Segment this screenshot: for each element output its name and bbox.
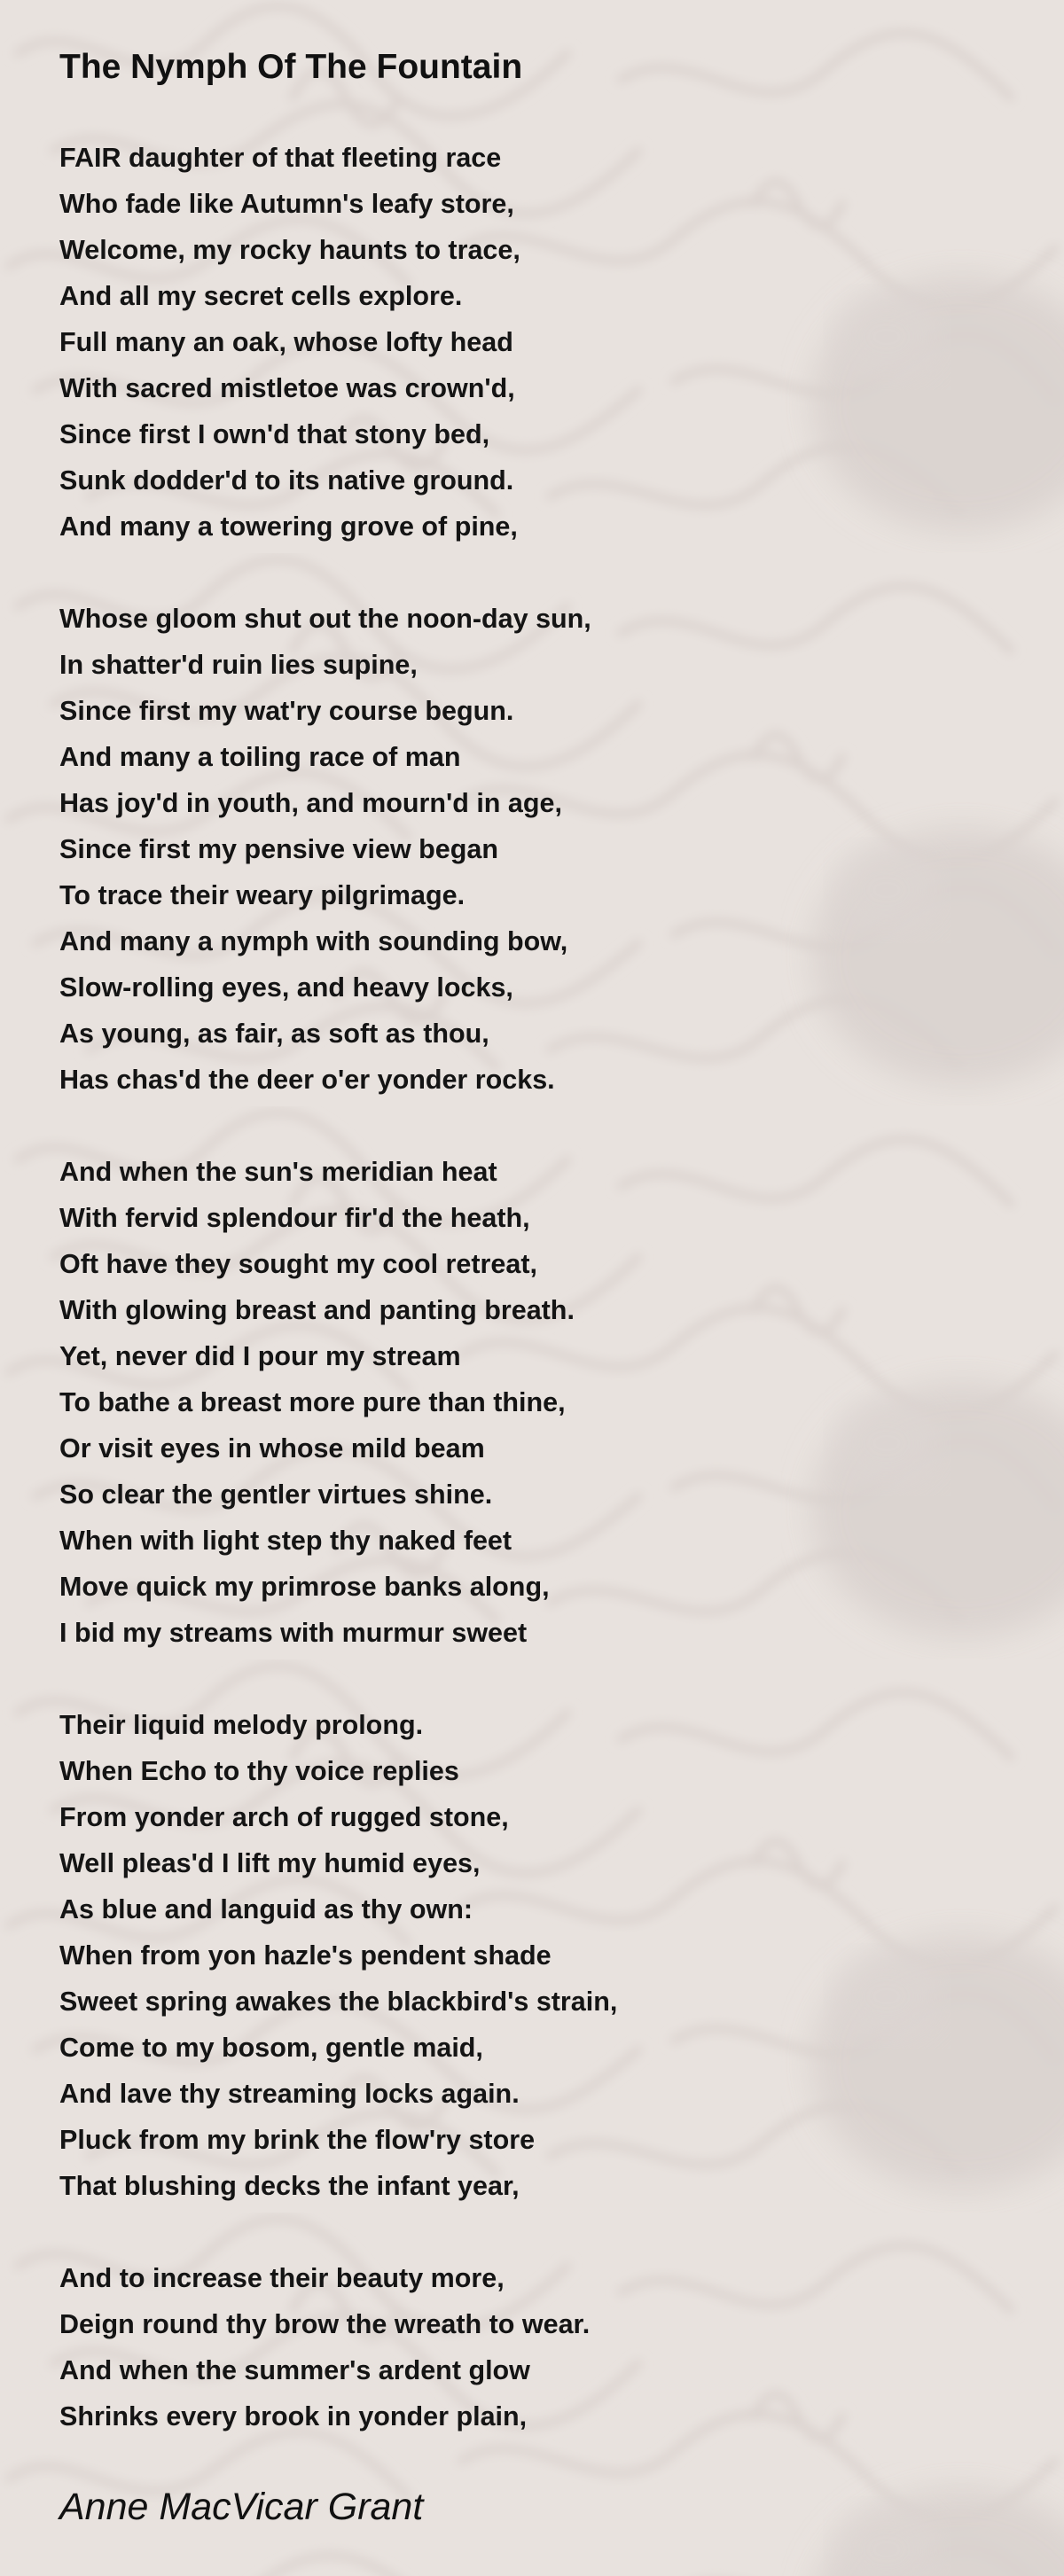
- poem-line: To bathe a breast more pure than thine,: [59, 1387, 566, 1417]
- poem-line: Well pleas'd I lift my humid eyes,: [59, 1848, 481, 1878]
- poem-line: And when the summer's ardent glow: [59, 2355, 530, 2385]
- poem-line: Move quick my primrose banks along,: [59, 1572, 550, 1602]
- poem-line: Since first my wat'ry course begun.: [59, 696, 514, 726]
- poem-line: When Echo to thy voice replies: [59, 1756, 459, 1786]
- poem-title: The Nymph Of The Fountain: [59, 48, 523, 86]
- poem-stanza: [59, 135, 1017, 550]
- poem-line: And many a towering grove of pine,: [59, 511, 518, 542]
- poem-line: Deign round thy brow the wreath to wear.: [59, 2309, 591, 2339]
- poem-line: So clear the gentler virtues shine.: [59, 1479, 493, 1510]
- poem-line: I bid my streams with murmur sweet: [59, 1618, 528, 1648]
- poem-line: As blue and languid as thy own:: [59, 1894, 473, 1924]
- poem-line: Their liquid melody prolong.: [59, 1710, 424, 1740]
- poem-line: Full many an oak, whose lofty head: [59, 327, 513, 357]
- poem-stanza: [59, 1149, 1017, 1656]
- poem-body: [59, 43, 1017, 2486]
- poem-line: Has joy'd in youth, and mourn'd in age,: [59, 788, 562, 818]
- poem-line: Yet, never did I pour my stream: [59, 1341, 461, 1371]
- poem-line: And many a toiling race of man: [59, 742, 461, 772]
- poem-author: Anne MacVicar Grant: [59, 2486, 424, 2528]
- poem-line: Since first I own'd that stony bed,: [59, 419, 490, 449]
- poem-stanza: [59, 2255, 1017, 2439]
- poem-stanza: [59, 596, 1017, 1103]
- poem-line: With sacred mistletoe was crown'd,: [59, 373, 515, 403]
- poem-line: With fervid splendour fir'd the heath,: [59, 1203, 530, 1233]
- poem-line: Who fade like Autumn's leafy store,: [59, 189, 514, 219]
- poem-line: That blushing decks the infant year,: [59, 2171, 520, 2201]
- poem-line: With glowing breast and panting breath.: [59, 1295, 575, 1325]
- poem-line: In shatter'd ruin lies supine,: [59, 650, 418, 680]
- poem-line: Welcome, my rocky haunts to trace,: [59, 235, 520, 265]
- poem-line: And lave thy streaming locks again.: [59, 2079, 520, 2109]
- poem-line: Come to my bosom, gentle maid,: [59, 2033, 483, 2063]
- poem-line: Sweet spring awakes the blackbird's strain,: [59, 1987, 618, 2017]
- poem-line: Sunk dodder'd to its native ground.: [59, 465, 514, 496]
- poem-line: Whose gloom shut out the noon-day sun,: [59, 604, 591, 634]
- poem-line: From yonder arch of rugged stone,: [59, 1802, 509, 1832]
- poem-line: Pluck from my brink the flow'ry store: [59, 2125, 536, 2155]
- poem-line: Since first my pensive view began: [59, 834, 498, 864]
- poem-stanzas: [59, 135, 1017, 2439]
- poem-line: As young, as fair, as soft as thou,: [59, 1019, 489, 1049]
- poem-line: Slow-rolling eyes, and heavy locks,: [59, 972, 513, 1003]
- poem-line: When with light step thy naked feet: [59, 1526, 512, 1556]
- poem-line: Shrinks every brook in yonder plain,: [59, 2401, 528, 2432]
- poem-line: When from yon hazle's pendent shade: [59, 1940, 552, 1971]
- poem-line: Or visit eyes in whose mild beam: [59, 1433, 485, 1464]
- poem-line: Has chas'd the deer o'er yonder rocks.: [59, 1065, 555, 1095]
- poem-line: Oft have they sought my cool retreat,: [59, 1249, 537, 1279]
- poem-line: FAIR daughter of that fleeting race: [59, 143, 502, 173]
- poem-line: And to increase their beauty more,: [59, 2263, 505, 2293]
- poem-line: And all my secret cells explore.: [59, 281, 463, 311]
- poem-line: To trace their weary pilgrimage.: [59, 880, 466, 910]
- poem-stanza: [59, 1702, 1017, 2209]
- poem-line: And when the sun's meridian heat: [59, 1157, 497, 1187]
- poem-line: And many a nymph with sounding bow,: [59, 926, 568, 956]
